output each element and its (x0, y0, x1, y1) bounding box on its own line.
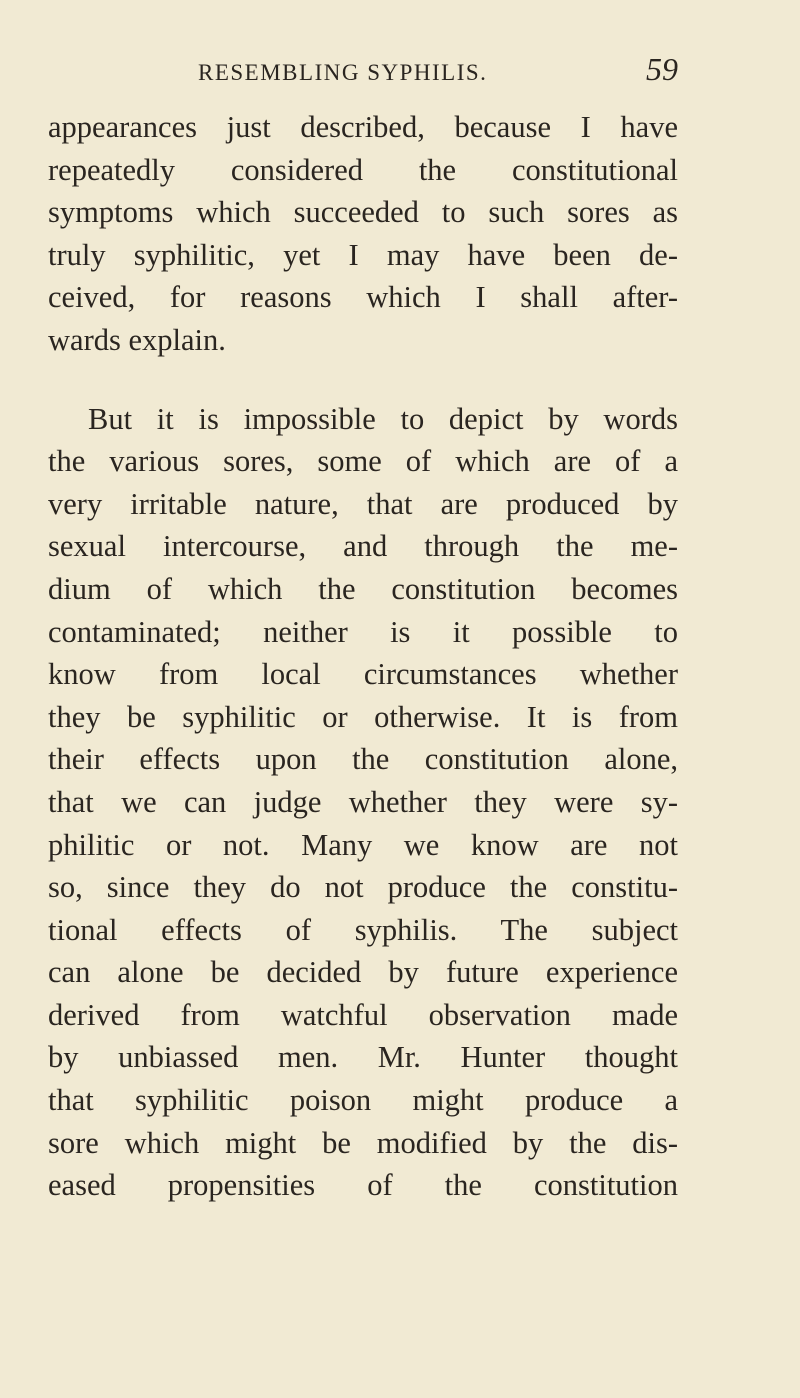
text-line: can alone be decided by future experience (48, 955, 678, 990)
text-line: by unbiassed men. Mr. Hunter thought (48, 1040, 678, 1075)
paragraph-2 (48, 398, 678, 1207)
text-line: they be syphilitic or otherwise. It is from (48, 699, 678, 734)
text-line: philitic or not. Many we know are not (48, 827, 678, 862)
running-head (198, 51, 678, 88)
text-line: appearances just described, because I have (48, 110, 678, 144)
body-text (48, 106, 678, 1207)
page-number: 59 (646, 51, 678, 87)
text-line: dium of which the constitution becomes (48, 571, 678, 606)
text-line: so, since they do not produce the constitu- (48, 870, 678, 905)
text-line: eased propensities of the constitution (48, 1168, 678, 1203)
text-line: sore which might be modified by the dis- (48, 1125, 678, 1160)
text-line: ceived, for reasons which I shall after- (48, 280, 678, 315)
text-line: wards explain. (48, 322, 226, 357)
text-line: that syphilitic poison might produce a (48, 1083, 678, 1118)
text-line: know from local circumstances whether (48, 657, 678, 692)
text-line: tional effects of syphilis. The subject (48, 912, 678, 947)
text-line: their effects upon the constitution alone, (48, 742, 678, 777)
text-line: But it is impossible to depict by words (88, 401, 678, 436)
text-line: truly syphilitic, yet I may have been de- (48, 237, 678, 272)
text-line: sexual intercourse, and through the me- (48, 529, 678, 564)
paragraph-1 (48, 106, 678, 362)
text-line: very irritable nature, that are produced by (48, 486, 678, 521)
text-line: that we can judge whether they were sy- (48, 784, 678, 819)
running-head-title: RESEMBLING SYPHILIS. (198, 60, 488, 85)
text-line: repeatedly considered the constitutional (48, 152, 678, 187)
text-line: the various sores, some of which are of a (48, 444, 678, 479)
text-line: symptoms which succeeded to such sores as (48, 195, 678, 230)
text-line: contaminated; neither is it possible to (48, 614, 678, 649)
text-line: derived from watchful observation made (48, 997, 678, 1032)
